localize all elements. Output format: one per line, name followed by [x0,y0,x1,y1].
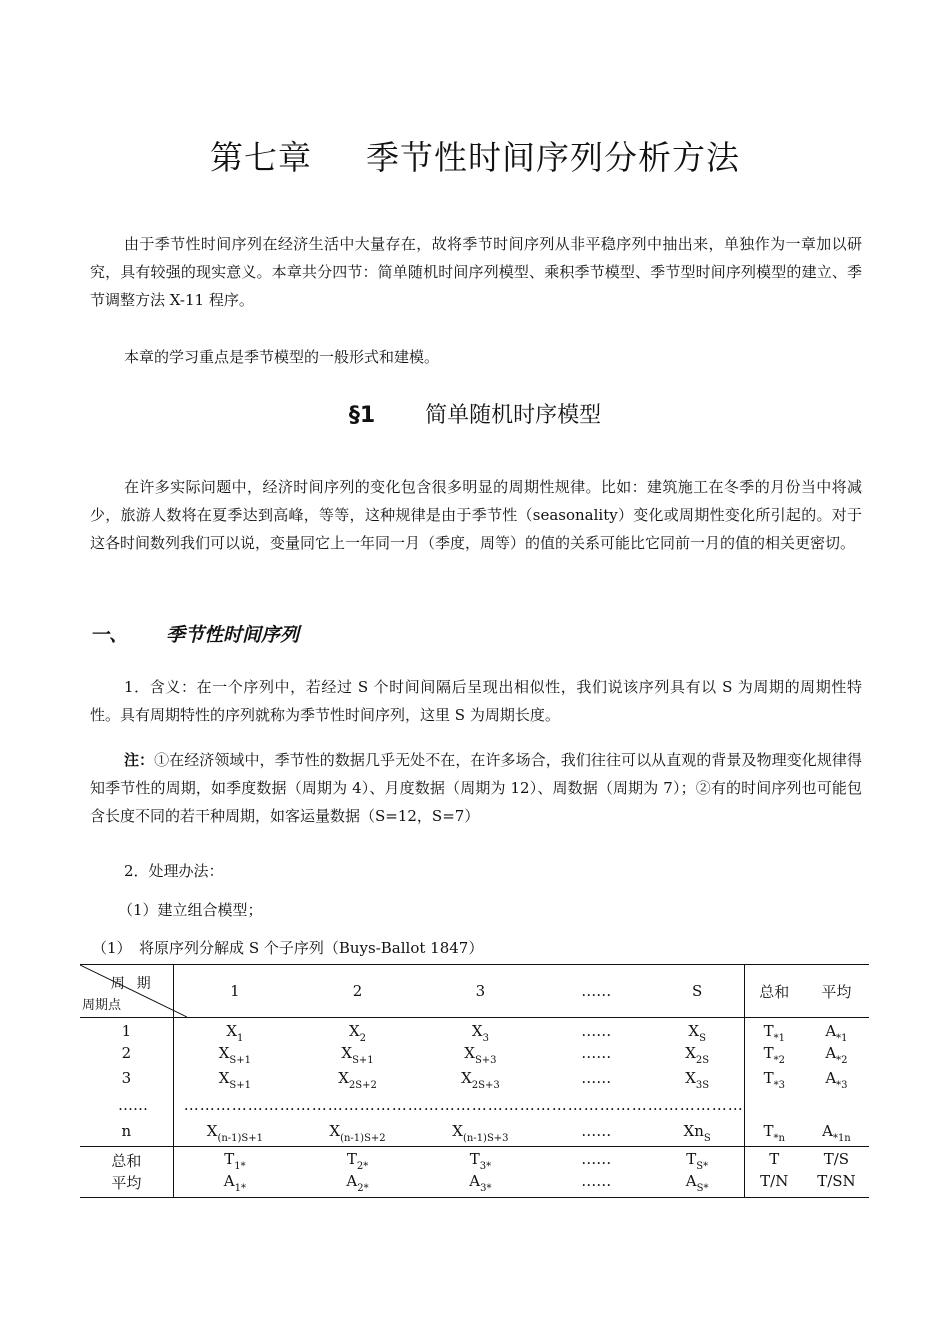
cell-total [744,1018,804,1045]
cell-average [804,1118,869,1146]
cell-symbol: X [218,1069,230,1087]
cell-symbol: T [763,1022,774,1040]
cell-symbol: Xn [683,1122,704,1140]
table-header-row [80,965,869,1018]
buys-ballot-table [80,964,869,1198]
cell-subscript: 2S [695,1055,710,1066]
col-header-s: S [651,965,745,1018]
col-header-3: 3 [419,965,542,1018]
cell-avg [419,1172,542,1198]
sum-row [80,1146,869,1172]
cell-symbol: X [461,1069,472,1087]
cell-dots: …… [542,1172,651,1198]
cell-symbol: T [763,1069,774,1087]
table-row [80,1018,869,1045]
cell-symbol: T [686,1149,697,1168]
cell-avg [173,1172,296,1198]
cell-symbol: A [469,1171,481,1190]
row-label: n [80,1118,173,1146]
cell-symbol: X [206,1122,218,1140]
cell-average [804,1018,869,1045]
cell-dots: …… [581,1022,612,1040]
cell-x [419,1069,542,1094]
cell-subscript: S* [696,1160,709,1172]
cell-subscript: 3* [480,1182,492,1194]
cell-subscript: S+1 [229,1080,252,1091]
combined-model: （1）建立组合模型； [118,901,263,919]
decompose-step: （1） 将原序列分解成 S 个子序列（Buys-Ballot 1847） [92,939,484,957]
col-header-1: 1 [173,965,296,1018]
heading-seasonal-series [90,620,299,647]
cell-symbol: X [341,1044,353,1062]
cell-symbol: A [346,1171,358,1190]
chapter-name: 季节性时间序列分析方法 [366,138,740,177]
cell-subscript: 2 [359,1033,367,1044]
ellipsis-row [80,1094,869,1118]
section-number: §1 [348,403,376,428]
avg-row [80,1172,869,1198]
row-label: 总和 [80,1146,173,1172]
row-label: 2 [80,1044,173,1069]
cell-x [173,1044,296,1069]
cell-subscript: 3S [695,1080,710,1091]
cell-symbol: T [469,1149,480,1168]
cell-subscript: S+1 [352,1055,374,1066]
cell-total-over-n: T/N [744,1172,804,1198]
cell-grand-total: T [744,1146,804,1172]
cell-symbol: X [464,1044,475,1062]
cell-sum [173,1146,296,1172]
cell-subscript: 1* [234,1160,246,1172]
cell-dots: …… [581,1044,612,1062]
cell-subscript: *3 [773,1080,785,1091]
col-header-dots: …… [542,965,651,1018]
cell-subscript: 3 [482,1033,489,1044]
cell-x [651,1118,745,1146]
cell-total [744,1044,804,1069]
note-label: 注： [124,751,155,769]
cell-x [296,1044,419,1069]
cell-x [296,1069,419,1094]
ellipsis-label: …… [80,1094,173,1118]
corner-bottom-label: 周期点 [82,998,122,1013]
definition-paragraph: 1．含义：在一个序列中，若经过 S 个时间间隔后呈现出相似性，我们说该序列具有以 S 为周期的周期性特性。具有周期特性的序列就称为季节性时间序列，这里 S 为周期长度。 [90,678,862,724]
cell-subscript: *1 [773,1033,785,1044]
cell-avg [651,1172,745,1198]
cell-subscript: S [699,1033,706,1044]
corner-cell [80,965,173,1018]
corner-top-label: 周期 [110,976,163,992]
cell-x [651,1044,745,1069]
cell-subscript: 1 [237,1033,244,1044]
cell-x [296,1118,419,1146]
cell-subscript: 1* [234,1182,246,1194]
note-text: ①在经济领域中，季节性的数据几乎无处不在，在许多场合，我们往往可以从直观的背景及物理变化规律得知季节性的周期，如季度数据（周期为 4）、月度数据（周期为 12）、周数据（周期为 7）；②有的时间序列也可能包含长度不同的若干种周期，如客运量数据（S=12，S=7） [90,751,862,825]
intro-focus: 本章的学习重点是季节模型的一般形式和建模。 [124,348,440,366]
cell-total-over-sn: T/SN [804,1172,869,1198]
cell-subscript: *n [773,1133,785,1144]
cell-total [744,1118,804,1146]
cell-symbol: X [329,1122,341,1140]
section-paragraph: 在许多实际问题中，经济时间序列的变化包含很多明显的周期性规律。比如：建筑施工在冬季的月份当中将减少，旅游人数将在夏季达到高峰，等等，这种规律是由于季节性（seasonality）变化或周期性变化所引起的。对于这各时间数列我们可以说，变量同它上一年同一月（季度，周等）的值的关系可能比它同前一月的值的相关更密切。 [90,478,862,552]
cell-x [651,1069,745,1094]
cell-average [804,1069,869,1094]
cell-grand-avg: T/S [804,1146,869,1172]
cell-symbol: X [348,1022,360,1040]
method-heading: 2．处理办法： [124,862,224,880]
chapter-label: 第七章 [210,138,312,177]
col-header-avg: 平均 [804,965,869,1018]
cell-subscript: 2S+3 [471,1080,500,1091]
cell-symbol: A [825,1022,837,1040]
cell-symbol: A [685,1171,697,1190]
cell-subscript: *1n [832,1133,851,1144]
cell-symbol: X [685,1044,696,1062]
section-title: 简单随机时序模型 [425,403,602,428]
cell-subscript: *2 [836,1055,848,1066]
ellipsis-dotline: …………………………………………………………………………………………… [183,1096,744,1114]
table-row [80,1118,869,1146]
cell-symbol: T [346,1149,357,1168]
cell-subscript: S+3 [474,1055,497,1066]
cell-symbol: A [825,1069,837,1087]
cell-x [173,1018,296,1045]
section-heading [0,398,950,429]
cell-subscript: *2 [773,1055,785,1066]
row-label: 平均 [80,1172,173,1198]
cell-subscript: 2* [357,1182,369,1194]
chapter-title [0,132,950,179]
cell-subscript: *1 [836,1033,848,1044]
cell-subscript: (n-1)S+3 [462,1133,509,1144]
cell-symbol: T [763,1122,774,1140]
cell-sum [296,1146,419,1172]
cell-symbol: X [218,1044,230,1062]
cell-symbol: X [338,1069,349,1087]
cell-symbol: X [452,1122,463,1140]
cell-subscript: 2S+2 [348,1080,377,1091]
cell-subscript: S [703,1133,711,1144]
cell-subscript: (n-1)S+1 [217,1133,264,1144]
cell-subscript: (n-1)S+2 [340,1133,386,1144]
cell-x [419,1118,542,1146]
col-header-2: 2 [296,965,419,1018]
cell-symbol: A [825,1044,837,1062]
cell-dots: …… [581,1122,612,1140]
cell-x [419,1018,542,1045]
cell-symbol: A [822,1122,833,1140]
cell-symbol: X [226,1022,238,1040]
cell-symbol: T [763,1044,774,1062]
cell-x [651,1018,745,1045]
col-header-sum: 总和 [744,965,804,1018]
row-label: 1 [80,1018,173,1045]
cell-symbol: T [224,1149,235,1168]
intro-paragraph: 由于季节性时间序列在经济生活中大量存在，故将季节时间序列从非平稳序列中抽出来，单独作为一章加以研究，具有较强的现实意义。本章共分四节：简单随机时间序列模型、乘积季节模型、季节型时间序列模型的建立、季节调整方法 X-11 程序。 [90,235,862,309]
cell-total [744,1069,804,1094]
cell-subscript: *3 [836,1080,848,1091]
table-row [80,1044,869,1069]
table-row [80,1069,869,1094]
cell-avg [296,1172,419,1198]
cell-x [173,1118,296,1146]
cell-x [296,1018,419,1045]
cell-sum [419,1146,542,1172]
row-label: 3 [80,1069,173,1094]
heading-number: 一、 [90,624,129,646]
cell-subscript: S+1 [229,1055,252,1066]
cell-symbol: A [223,1171,235,1190]
cell-symbol: X [688,1022,700,1040]
note-paragraph [90,746,862,830]
cell-x [419,1044,542,1069]
cell-symbol: X [685,1069,696,1087]
cell-subscript: S* [696,1182,709,1194]
heading-title: 季节性时间序列 [166,624,300,646]
cell-symbol: X [471,1022,483,1040]
cell-sum [651,1146,745,1172]
cell-subscript: 3* [479,1160,492,1172]
cell-average [804,1044,869,1069]
cell-x [173,1069,296,1094]
cell-dots: …… [542,1146,651,1172]
cell-dots: …… [581,1069,612,1087]
cell-subscript: 2* [356,1160,369,1172]
